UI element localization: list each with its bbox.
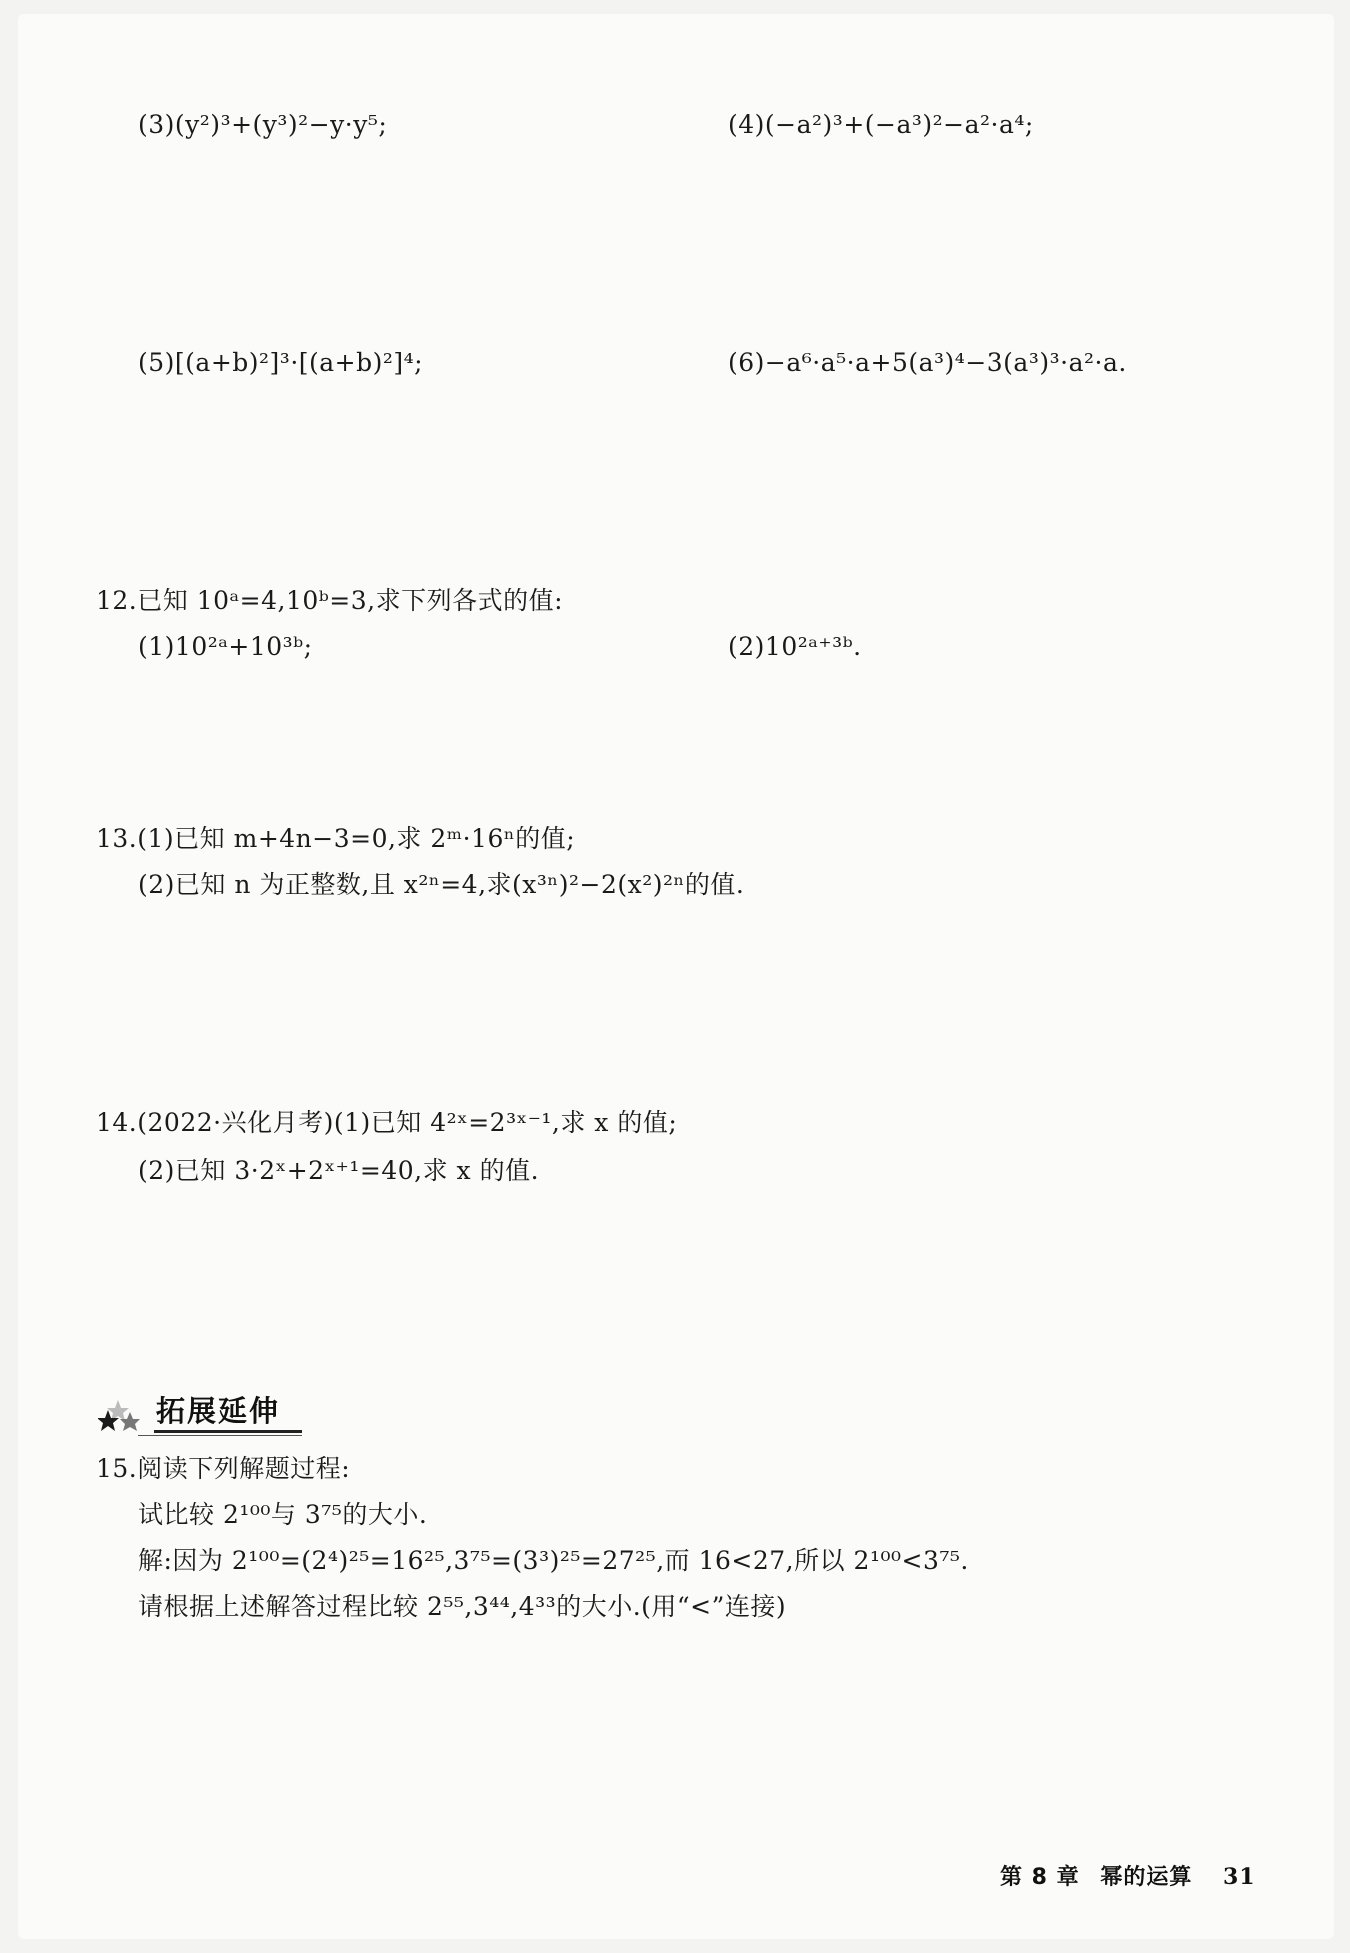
problem-11-3: (3)(y²)³+(y³)²−y·y⁵; bbox=[138, 110, 388, 139]
problem-11-6: (6)−a⁶·a⁵·a+5(a³)⁴−3(a³)³·a²·a. bbox=[728, 348, 1127, 377]
chapter-title: 幂的运算 bbox=[1100, 1865, 1193, 1890]
question-12-stem: 12.已知 10ᵃ=4,10ᵇ=3,求下列各式的值: bbox=[96, 586, 563, 615]
question-12-part-2: (2)10²ᵃ⁺³ᵇ. bbox=[728, 632, 862, 661]
section-heading bbox=[98, 1392, 308, 1434]
page-footer bbox=[1000, 1862, 1268, 1893]
problem-11-5: (5)[(a+b)²]³·[(a+b)²]⁴; bbox=[138, 348, 424, 377]
question-13-part-2: (2)已知 n 为正整数,且 x²ⁿ=4,求(x³ⁿ)²−2(x²)²ⁿ的值. bbox=[138, 870, 745, 899]
section-underline-thin bbox=[138, 1435, 302, 1436]
stars-icon bbox=[98, 1398, 158, 1434]
section-title: 拓展延伸 bbox=[156, 1394, 281, 1428]
question-15-line-3: 请根据上述解答过程比较 2⁵⁵,3⁴⁴,4³³的大小.(用“<”连接) bbox=[138, 1592, 787, 1621]
question-14-part-2: (2)已知 3·2ˣ+2ˣ⁺¹=40,求 x 的值. bbox=[138, 1156, 540, 1185]
page-number: 31 bbox=[1223, 1864, 1256, 1890]
question-13-part-1: 13.(1)已知 m+4n−3=0,求 2ᵐ·16ⁿ的值; bbox=[96, 824, 576, 853]
section-underline bbox=[154, 1430, 302, 1433]
question-12-part-1: (1)10²ᵃ+10³ᵇ; bbox=[138, 632, 313, 661]
question-15-stem: 15.阅读下列解题过程: bbox=[96, 1454, 351, 1483]
chapter-number: 第 8 章 bbox=[1000, 1865, 1080, 1890]
textbook-page bbox=[18, 14, 1334, 1939]
problem-11-4: (4)(−a²)³+(−a³)²−a²·a⁴; bbox=[728, 110, 1034, 139]
question-15-line-2: 解:因为 2¹⁰⁰=(2⁴)²⁵=16²⁵,3⁷⁵=(3³)²⁵=27²⁵,而 16<27,所以 2¹⁰⁰<3⁷⁵. bbox=[138, 1546, 969, 1575]
question-14-part-1: 14.(2022·兴化月考)(1)已知 4²ˣ=2³ˣ⁻¹,求 x 的值; bbox=[96, 1108, 678, 1137]
question-15-line-1: 试比较 2¹⁰⁰与 3⁷⁵的大小. bbox=[138, 1500, 428, 1529]
